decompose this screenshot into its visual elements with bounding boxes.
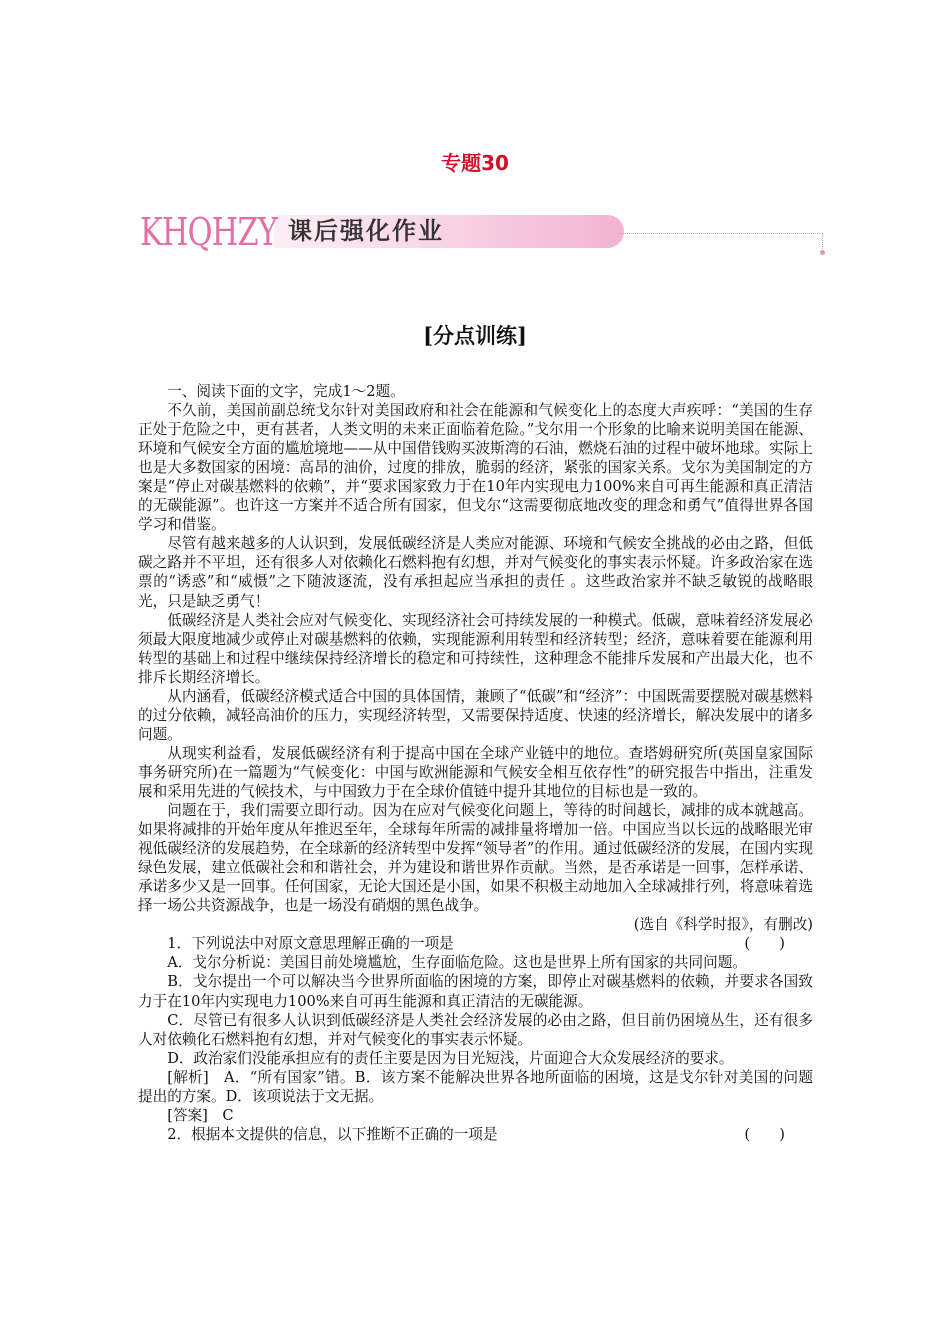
paragraph-4: 从内涵看，低碳经济模式适合中国的具体国情，兼顾了“低碳”和“经济”：中国既需要摆脱对碳基燃料的过分依赖，减轻高油价的压力，实现经济转型，又需要保持适度、快速的经济增长，解决发展中的诸多问题。 — [138, 687, 813, 743]
question-1 — [138, 934, 813, 953]
section-banner — [140, 212, 700, 257]
paragraph-1: 不久前，美国前副总统戈尔针对美国政府和社会在能源和气候变化上的态度大声疾呼：“美国的生存正处于危险之中，更有甚者，人类文明的未来正面临着危险。”戈尔用一个形象的比喻来说明美国在能源、环境和气候安全方面的尴尬境地——从中国借钱购买波斯湾的石油，燃烧石油的过程中破坏地球。实际上也是大多数国家的困境：高昂的油价，过度的排放，脆弱的经济，紧张的国家关系。戈尔为美国制定的方案是“停止对碳基燃料的依赖”，并“要求国家致力于在10年内实现电力100%来自可再生能源和真正清洁的无碳能源”。也许这一方案并不适合所有国家，但戈尔“这需要彻底地改变的理念和勇气”值得世界各国学习和借鉴。 — [138, 402, 813, 534]
question-1-option-c: C．尽管已有很多人认识到低碳经济是人类社会经济发展的必由之路，但目前仍困境丛生，还有很多人对依赖化石燃料抱有幻想，并对气候变化的事实表示怀疑。 — [138, 1011, 813, 1048]
paragraph-5: 从现实利益看，发展低碳经济有利于提高中国在全球产业链中的地位。查塔姆研究所(英国皇家国际事务研究所)在一篇题为“气候变化：中国与欧洲能源和气候安全相互依存性”的研究报告中指出，注重发展和采用先进的气候技术，与中国致力于在全球价值链中提升其地位的目标也是一致的。 — [138, 744, 813, 800]
question-1-option-a: A．戈尔分析说：美国目前处境尴尬，生存面临危险。这也是世界上所有国家的共同问题。 — [167, 954, 747, 972]
source-citation: (选自《科学时报》，有删改) — [633, 916, 813, 934]
banner-dotted-drop — [822, 233, 823, 251]
question-2 — [138, 1125, 813, 1144]
document-body — [138, 382, 813, 1144]
banner-dot — [820, 250, 825, 255]
banner-dotted-line — [620, 233, 820, 234]
question-1-analysis: [解析] A．“所有国家”错。B．该方案不能解决世界各地所面临的困境，这是戈尔针对美国的问题提出的方案。D．该项说法于文无据。 — [138, 1068, 813, 1105]
question-1-option-b: B．戈尔提出一个可以解决当今世界所面临的困境的方案，即停止对碳基燃料的依赖，并要求各国致力于在10年内实现电力100%来自可再生能源和真正清洁的无碳能源。 — [138, 973, 813, 1010]
question-1-answer-blank: ( ) — [744, 935, 785, 953]
question-2-answer-blank: ( ) — [744, 1125, 785, 1143]
question-2-stem: 2．根据本文提供的信息，以下推断不正确的一项是 — [167, 1125, 498, 1143]
paragraph-2: 尽管有越来越多的人认识到，发展低碳经济是人类应对能源、环境和气候安全挑战的必由之路，但低碳之路并不平坦，还有很多人对依赖化石燃料抱有幻想，并对气候变化的事实表示怀疑。许多政治家在选票的“诱惑”和“威慑”之下随波逐流，没有承担起应当承担的责任 。这些政治家并不缺乏敏锐的战略眼光，只是缺乏勇气！ — [138, 535, 813, 610]
question-1-stem: 1．下列说法中对原文意思理解正确的一项是 — [167, 935, 454, 953]
intro: 一、阅读下面的文字，完成1～2题。 — [167, 383, 405, 400]
banner-label: 课后强化作业 — [288, 217, 444, 245]
paragraph-3: 低碳经济是人类社会应对气候变化、实现经济社会可持续发展的一种模式。低碳，意味着经济发展必须最大限度地减少或停止对碳基燃料的依赖，实现能源利用转型和经济转型；经济，意味着要在能源利用转型的基础上和过程中继续保持经济增长的稳定和可持续性，这种理念不能排斥发展和产出最大化，也不排斥长期经济增长。 — [138, 611, 813, 686]
page-title: 专题30 — [441, 151, 509, 175]
section-heading: [分点训练] — [423, 323, 527, 348]
question-1-answer: [答案] C — [167, 1106, 234, 1124]
question-1-option-d: D．政治家们没能承担应有的责任主要是因为目光短浅，片面迎合大众发展经济的要求。 — [167, 1049, 734, 1067]
paragraph-6: 问题在于，我们需要立即行动。因为在应对气候变化问题上，等待的时间越长，减排的成本就越高。如果将减排的开始年度从年推迟至年，全球每年所需的减排量将增加一倍。中国应当以长远的战略眼光审视低碳经济的发展趋势，在全球新的经济转型中发挥“领导者”的作用。通过低碳经济的发展，在国内实现绿色发展，建立低碳社会和和谐社会，并为建设和谐世界作贡献。当然，是否承诺是一回事，怎样承诺、承诺多少又是一回事。任何国家，无论大国还是小国，如果不积极主动地加入全球减排行列，将意味着选择一场公共资源战争，也是一场没有硝烟的黑色战争。 — [138, 802, 813, 915]
banner-brand: KHQHZY — [140, 210, 278, 254]
